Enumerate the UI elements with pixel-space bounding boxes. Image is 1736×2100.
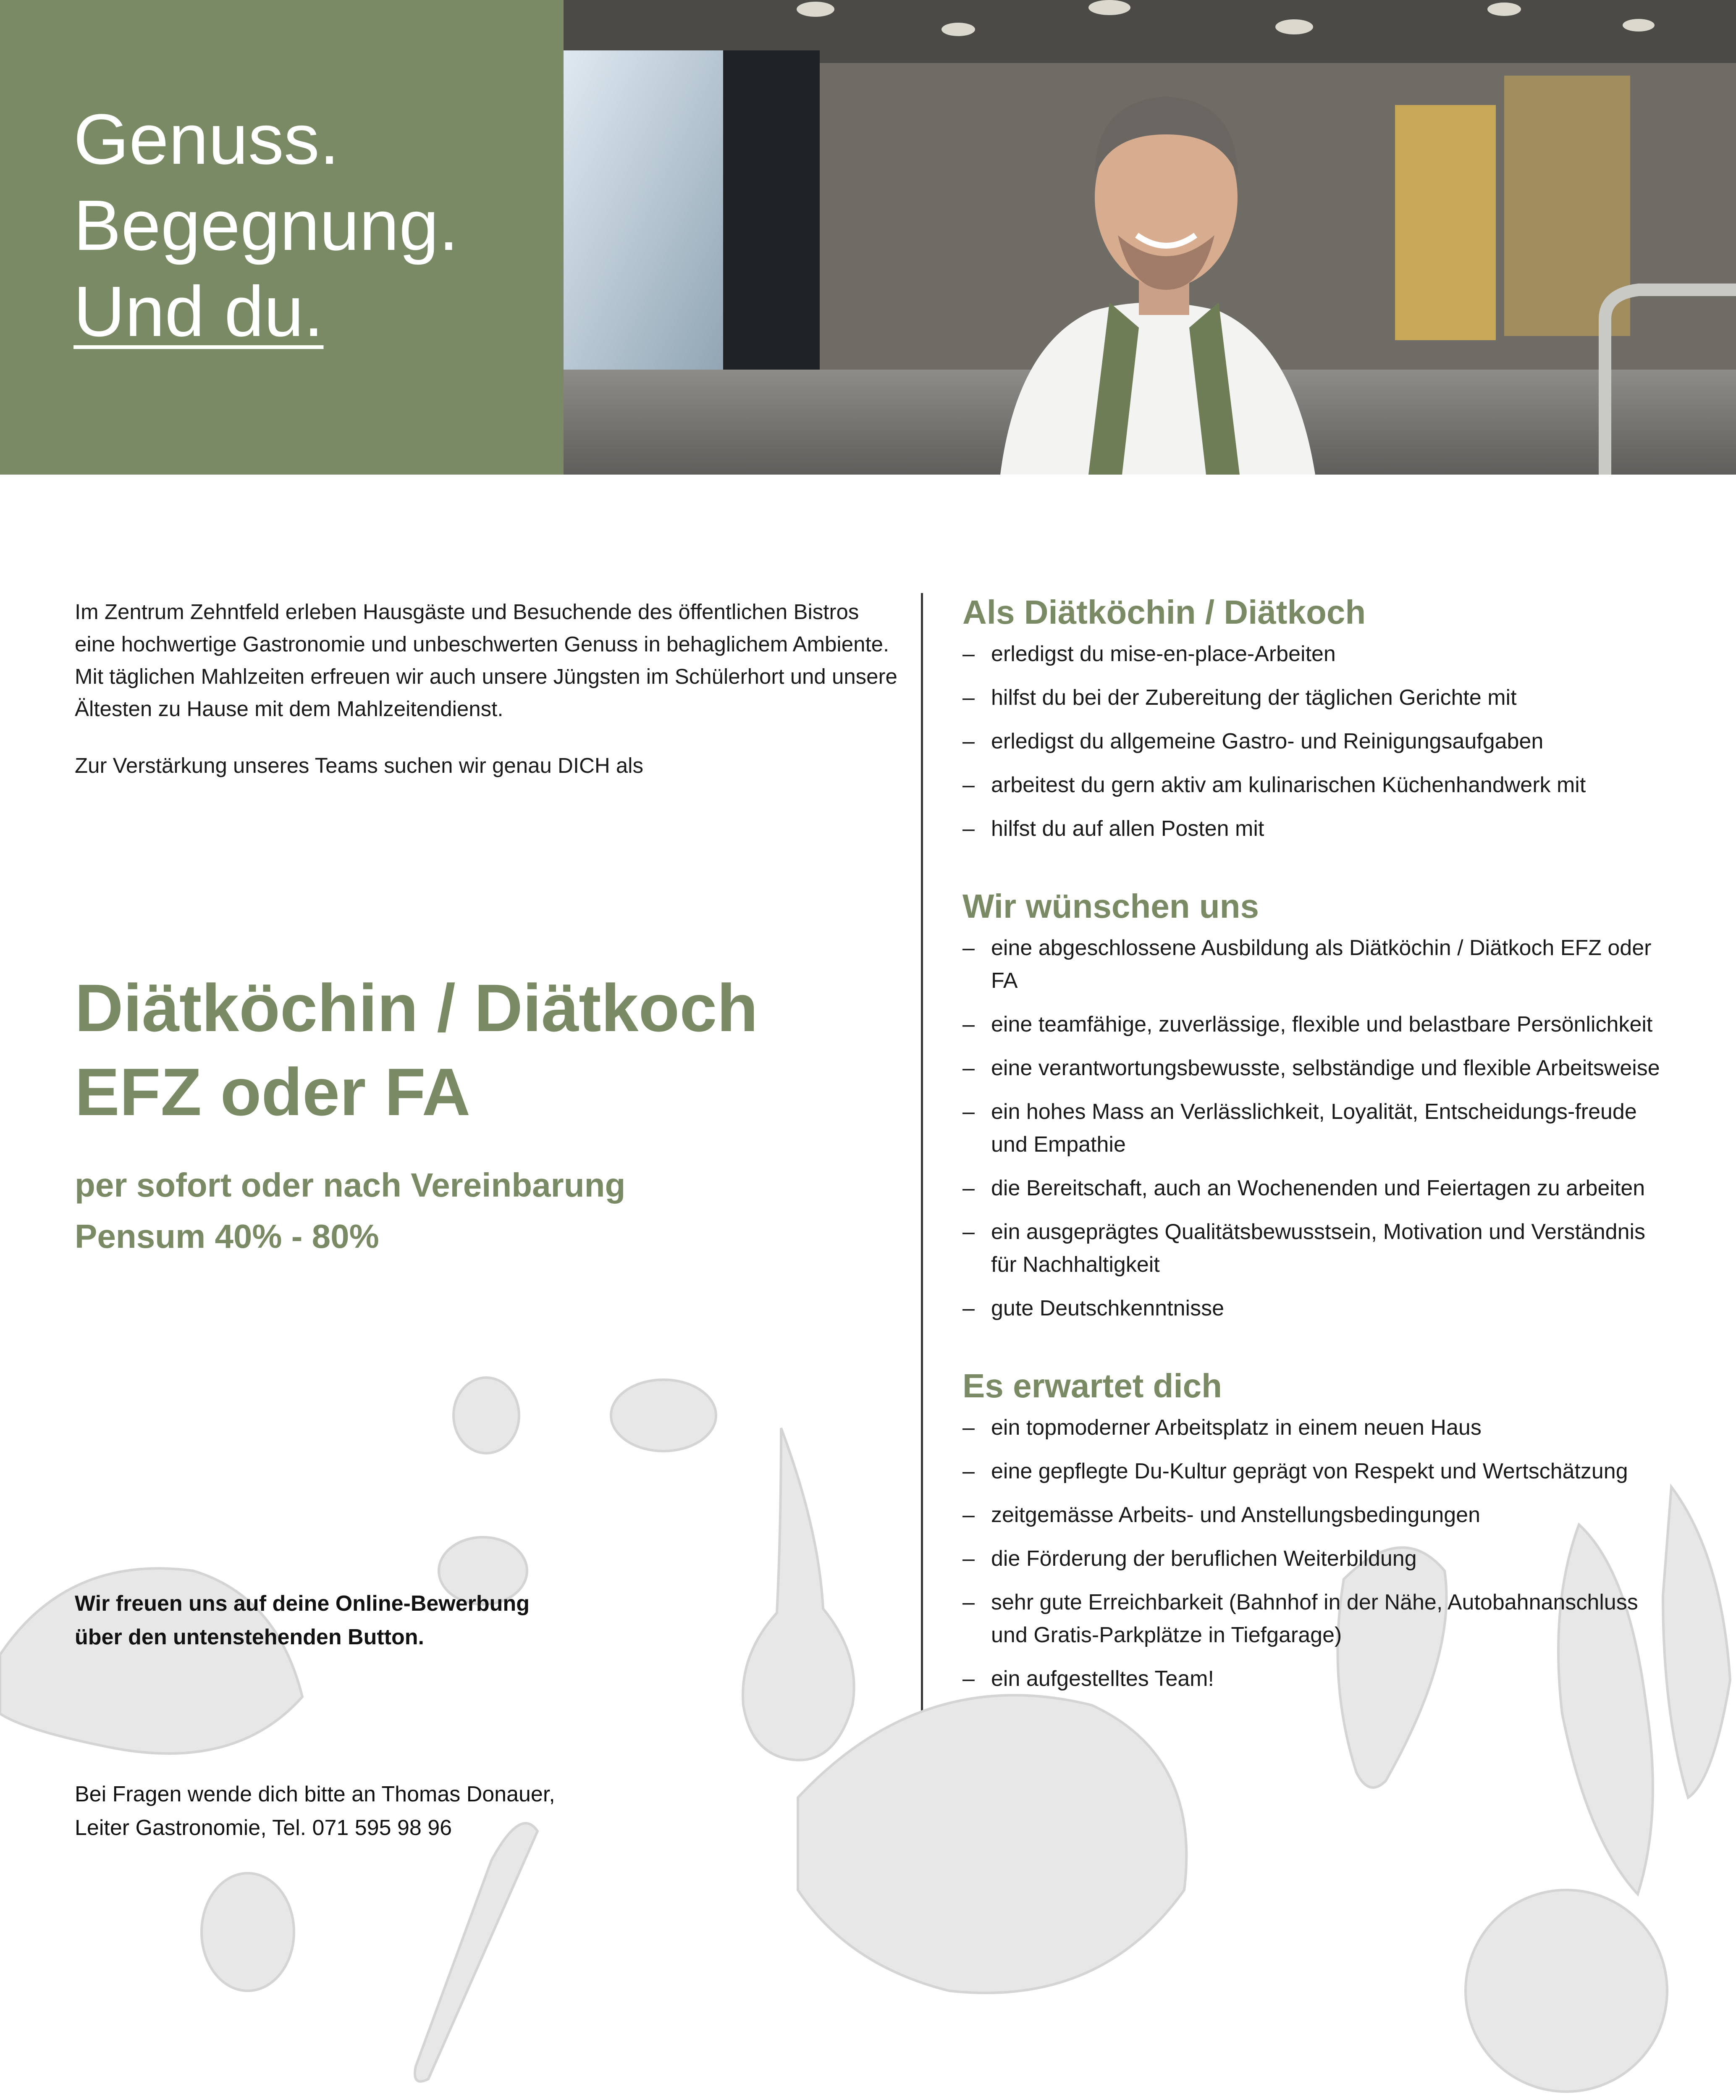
- hero-panel: [0, 0, 564, 475]
- dash-bullet: –: [962, 1459, 975, 1483]
- list-item-text: hilfst du bei der Zubereitung der täglichen Gerichte mit: [991, 685, 1517, 710]
- offer-section-title: Es erwartet dich: [962, 1367, 1222, 1404]
- contact-line-2: Leiter Gastronomie, Tel. 071 595 98 96: [75, 1816, 452, 1840]
- chef-photo-illustration: [564, 0, 1736, 475]
- dash-bullet: –: [962, 1176, 975, 1200]
- list-item: [962, 932, 1668, 997]
- list-item-text: arbeitest du gern aktiv am kulinarischen Küchenhandwerk mit: [991, 773, 1586, 797]
- list-item: [962, 1542, 1668, 1575]
- job-details-column: [962, 591, 1668, 1706]
- requirements-list: [962, 932, 1668, 1325]
- list-item: [962, 1662, 1668, 1695]
- dash-bullet: –: [962, 773, 975, 797]
- dash-bullet: –: [962, 729, 975, 753]
- hero-line-1: Genuss.: [73, 100, 340, 179]
- list-item: [962, 725, 1668, 758]
- list-item: [962, 1008, 1668, 1041]
- intro-paragraph: Im Zentrum Zehntfeld erleben Hausgäste und Besuchende des öffentlichen Bistros eine hochwertige Gastronomie und unbeschwerten Genuss in behaglichem Ambiente. Mit täglichen Mahlzeiten erfreuen wir auch unsere Jüngsten im Schülerhort und unsere Ältesten zu Hause mit dem Mahlzeitendienst.: [75, 600, 897, 721]
- intro-text: [75, 596, 898, 806]
- list-item: [962, 638, 1668, 670]
- job-title-line-2: EFZ oder FA: [75, 1054, 471, 1129]
- list-item-text: gute Deutschkenntnisse: [991, 1296, 1225, 1320]
- apply-line-2: über den untenstehenden Button.: [75, 1625, 424, 1649]
- hero-headline: [73, 97, 459, 355]
- list-item-text: die Bereitschaft, auch an Wochenenden und Feiertagen zu arbeiten: [991, 1176, 1645, 1200]
- dash-bullet: –: [962, 816, 975, 841]
- dash-bullet: –: [962, 685, 975, 710]
- requirements-section-title: Wir wünschen uns: [962, 887, 1259, 925]
- list-item-text: hilfst du auf allen Posten mit: [991, 816, 1264, 841]
- list-item-text: ein aufgestelltes Team!: [991, 1667, 1214, 1691]
- intro-callout: Zur Verstärkung unseres Teams suchen wir genau DICH als: [75, 753, 644, 777]
- dash-bullet: –: [962, 1546, 975, 1571]
- hero-line-3: [73, 269, 459, 355]
- list-item: [962, 1215, 1668, 1281]
- dash-bullet: –: [962, 1012, 975, 1037]
- list-item: [962, 1411, 1668, 1444]
- contact-line-1: Bei Fragen wende dich bitte an Thomas Donauer,: [75, 1782, 555, 1806]
- job-title: [75, 966, 758, 1134]
- list-item: [962, 812, 1668, 845]
- list-item: [962, 1052, 1668, 1084]
- list-item-text: sehr gute Erreichbarkeit (Bahnhof in der Nähe, Autobahnanschluss und Gratis-Parkplätze in Tiefgarage): [991, 1590, 1638, 1647]
- list-item-text: ein hohes Mass an Verlässlichkeit, Loyalität, Entscheidungs-freude und Empathie: [991, 1100, 1637, 1157]
- list-item: [962, 1095, 1668, 1161]
- list-item: [962, 769, 1668, 801]
- hero-line-2: Begegnung.: [73, 186, 459, 265]
- list-item: [962, 681, 1668, 714]
- list-item-text: die Förderung der beruflichen Weiterbildung: [991, 1546, 1417, 1571]
- list-item-text: eine teamfähige, zuverlässige, flexible und belastbare Persönlichkeit: [991, 1012, 1653, 1037]
- list-item: [962, 1292, 1668, 1325]
- list-item-text: ein ausgeprägtes Qualitätsbewusstsein, Motivation und Verständnis für Nachhaltigkeit: [991, 1220, 1646, 1277]
- apply-line-1: Wir freuen uns auf deine Online-Bewerbung: [75, 1591, 530, 1616]
- contact-note: [75, 1777, 555, 1845]
- hero-line-3-text: Und du.: [73, 272, 324, 352]
- list-item-text: eine abgeschlossene Ausbildung als Diätköchin / Diätkoch EFZ oder FA: [991, 936, 1652, 993]
- list-item: [962, 1499, 1668, 1531]
- dash-bullet: –: [962, 1667, 975, 1691]
- dash-bullet: –: [962, 1296, 975, 1320]
- list-item-text: ein topmoderner Arbeitsplatz in einem neuen Haus: [991, 1415, 1482, 1440]
- list-item: [962, 1455, 1668, 1488]
- job-title-line-1: Diätköchin / Diätkoch: [75, 970, 758, 1045]
- dash-bullet: –: [962, 642, 975, 666]
- dash-bullet: –: [962, 1503, 975, 1527]
- job-pensum: Pensum 40% - 80%: [75, 1218, 379, 1255]
- dash-bullet: –: [962, 1590, 975, 1614]
- list-item-text: zeitgemässe Arbeits- und Anstellungsbedingungen: [991, 1503, 1481, 1527]
- role-section-title: Als Diätköchin / Diätkoch: [962, 593, 1366, 631]
- list-item-text: eine gepflegte Du-Kultur geprägt von Respekt und Wertschätzung: [991, 1459, 1628, 1483]
- dash-bullet: –: [962, 1415, 975, 1440]
- dash-bullet: –: [962, 1220, 975, 1244]
- list-item-text: erledigst du mise-en-place-Arbeiten: [991, 642, 1336, 666]
- role-list: [962, 638, 1668, 845]
- hero-photo: [564, 0, 1736, 475]
- dash-bullet: –: [962, 1056, 975, 1080]
- list-item: [962, 1172, 1668, 1205]
- list-item-text: eine verantwortungsbewusste, selbständige und flexible Arbeitsweise: [991, 1056, 1660, 1080]
- apply-note: [75, 1587, 530, 1654]
- list-item: [962, 1586, 1668, 1651]
- dash-bullet: –: [962, 936, 975, 960]
- list-item-text: erledigst du allgemeine Gastro- und Reinigungsaufgaben: [991, 729, 1544, 753]
- offer-list: [962, 1411, 1668, 1695]
- job-start: per sofort oder nach Vereinbarung: [75, 1166, 626, 1204]
- dash-bullet: –: [962, 1100, 975, 1124]
